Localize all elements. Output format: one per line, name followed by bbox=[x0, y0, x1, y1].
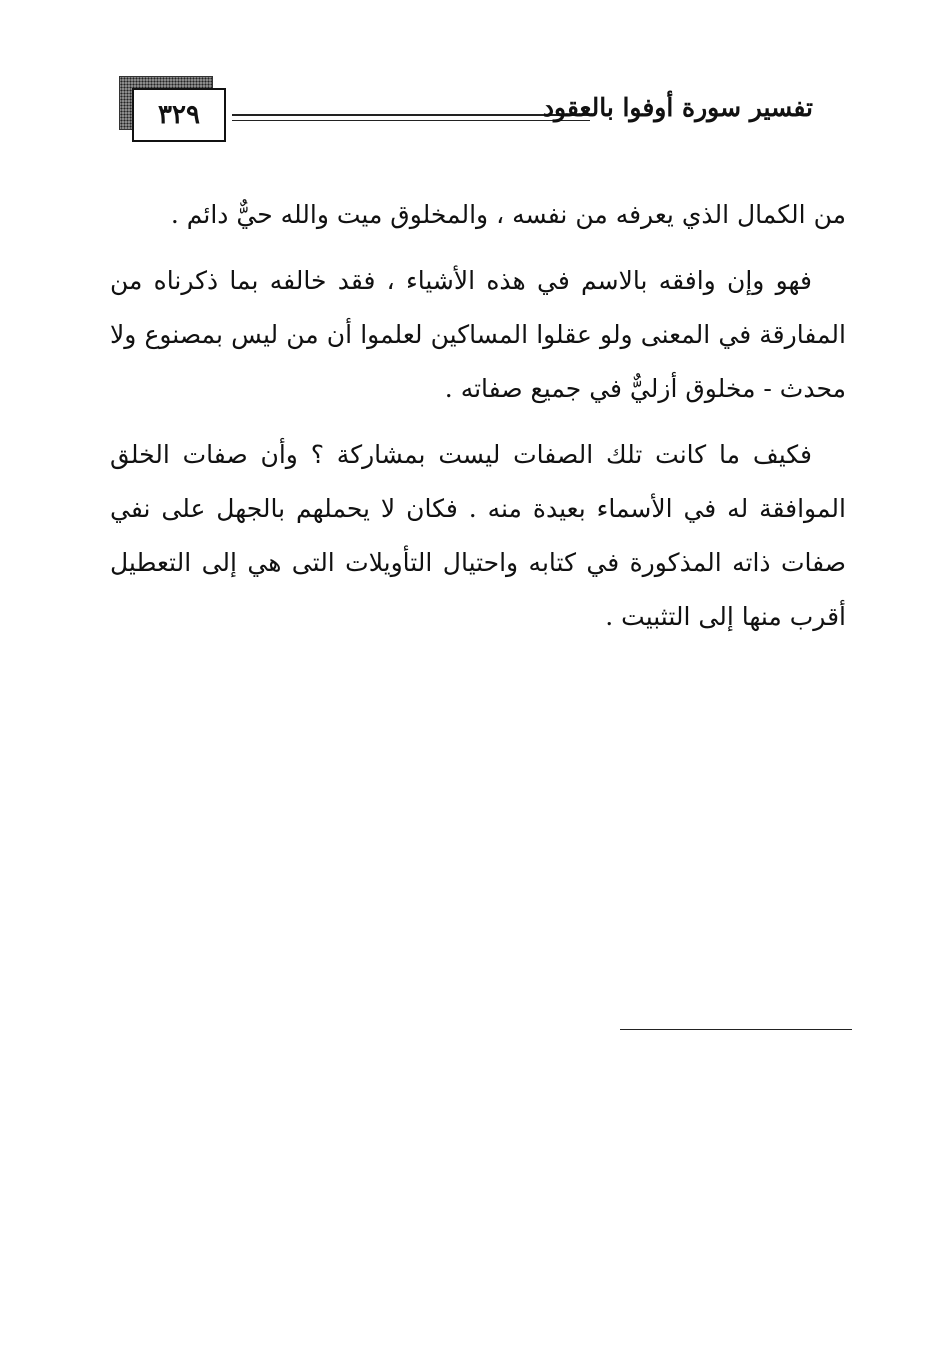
body-text bbox=[110, 188, 846, 644]
header-rule bbox=[232, 114, 590, 121]
page-number: ٣٢٩ bbox=[132, 88, 226, 142]
paragraph-3: فكيف ما كانت تلك الصفات ليست بمشاركة ؟ وأن صفات الخلق الموافقة له في الأسماء بعيدة منه . فكان لا يحملهم بالجهل على نفي صفات ذاته المذكورة في كتابه واحتيال التأويلات التى هي إلى التعطيل أقرب منها إلى التثبيت . bbox=[110, 440, 846, 631]
running-title: تفسير سورة أوفوا بالعقود bbox=[542, 93, 813, 122]
footnote-separator bbox=[620, 1029, 852, 1030]
paragraph-2: فهو وإن وافقه بالاسم في هذه الأشياء ، فقد خالفه بما ذكرناه من المفارقة في المعنى ولو عقلوا المساكين لعلموا أن من ليس بمصنوع ولا محدث - مخلوق أزليٌّ في جميع صفاته . bbox=[110, 266, 846, 403]
paragraph-1: من الكمال الذي يعرفه من نفسه ، والمخلوق ميت والله حيٌّ دائم . bbox=[170, 200, 846, 229]
